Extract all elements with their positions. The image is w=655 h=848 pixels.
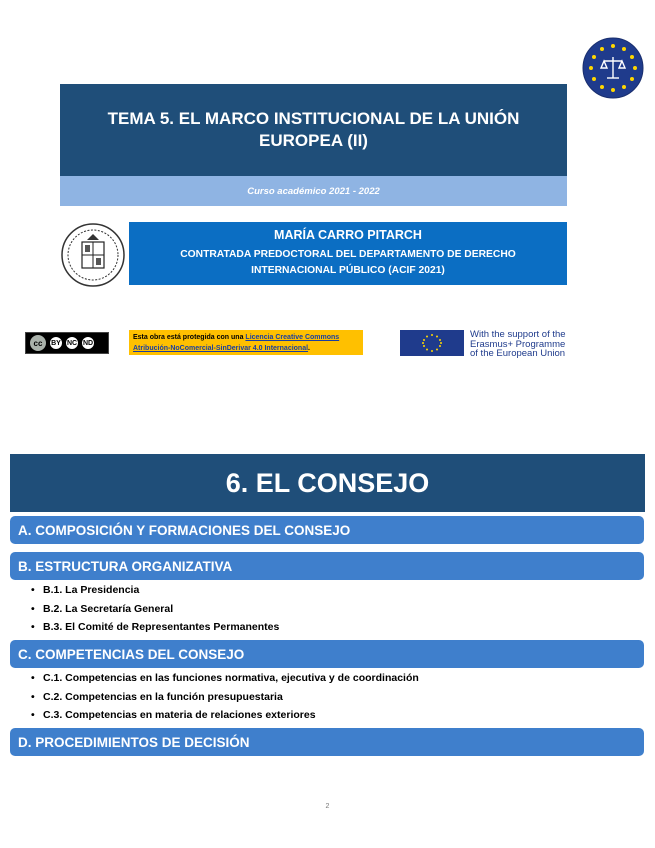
list-item: • C.2. Competencias en la función presupuestaria [31,688,419,707]
course-year: Curso académico 2021 - 2022 [247,185,380,197]
author-name: MARÍA CARRO PITARCH [274,228,422,242]
creative-commons-badge[interactable] [25,332,109,354]
erasmus-support-text [470,330,620,359]
erasmus-line: With the support of the [470,329,566,340]
course-year-banner [60,176,567,206]
section-b-list [31,581,279,637]
cc-by-icon: BY [49,336,63,350]
list-item: • B.3. El Comité de Representantes Permanentes [31,618,279,637]
eu-flag-icon [400,330,464,356]
license-notice [129,330,363,355]
list-item: • C.1. Competencias en las funciones normativa, ejecutiva y de coordinación [31,669,419,688]
section-a: A. COMPOSICIÓN Y FORMACIONES DEL CONSEJO [10,516,644,544]
license-suffix: . [308,345,310,352]
cc-logo-icon: cc [29,334,47,352]
erasmus-line: Erasmus+ Programme [470,338,566,350]
eu-justice-seal-icon [582,37,644,99]
author-position: CONTRATADA PREDOCTORAL DEL DEPARTAMENTO DE DERECHO INTERNACIONAL PÚBLICO (ACIF 2021) [180,249,516,276]
lesson-title-banner [60,84,567,176]
cc-nc-icon: NC [65,336,79,350]
author-banner [129,222,567,285]
page-number: 2 [325,803,330,810]
license-link[interactable]: Licencia Creative Commons Atribución-NoComercial-SinDerivar 4.0 Internacional [133,334,340,352]
section-d: D. PROCEDIMIENTOS DE DECISIÓN [10,728,644,756]
license-prefix: Esta obra está protegida con una [133,334,244,341]
university-seal-icon [60,222,126,288]
list-item: • B.2. La Secretaría General [31,600,279,619]
slide-heading: 6. EL CONSEJO [10,454,645,512]
section-c: C. COMPETENCIAS DEL CONSEJO [10,640,644,668]
section-b: B. ESTRUCTURA ORGANIZATIVA [10,552,644,580]
list-item: • B.1. La Presidencia [31,581,279,600]
lesson-title: TEMA 5. EL MARCO INSTITUCIONAL DE LA UNIÓN EUROPEA (II) [107,109,520,150]
list-item: • C.3. Competencias en materia de relaciones exteriores [31,706,419,725]
cc-nd-icon: ND [81,336,95,350]
erasmus-line: of the European Union [470,348,566,359]
section-c-list [31,669,419,725]
